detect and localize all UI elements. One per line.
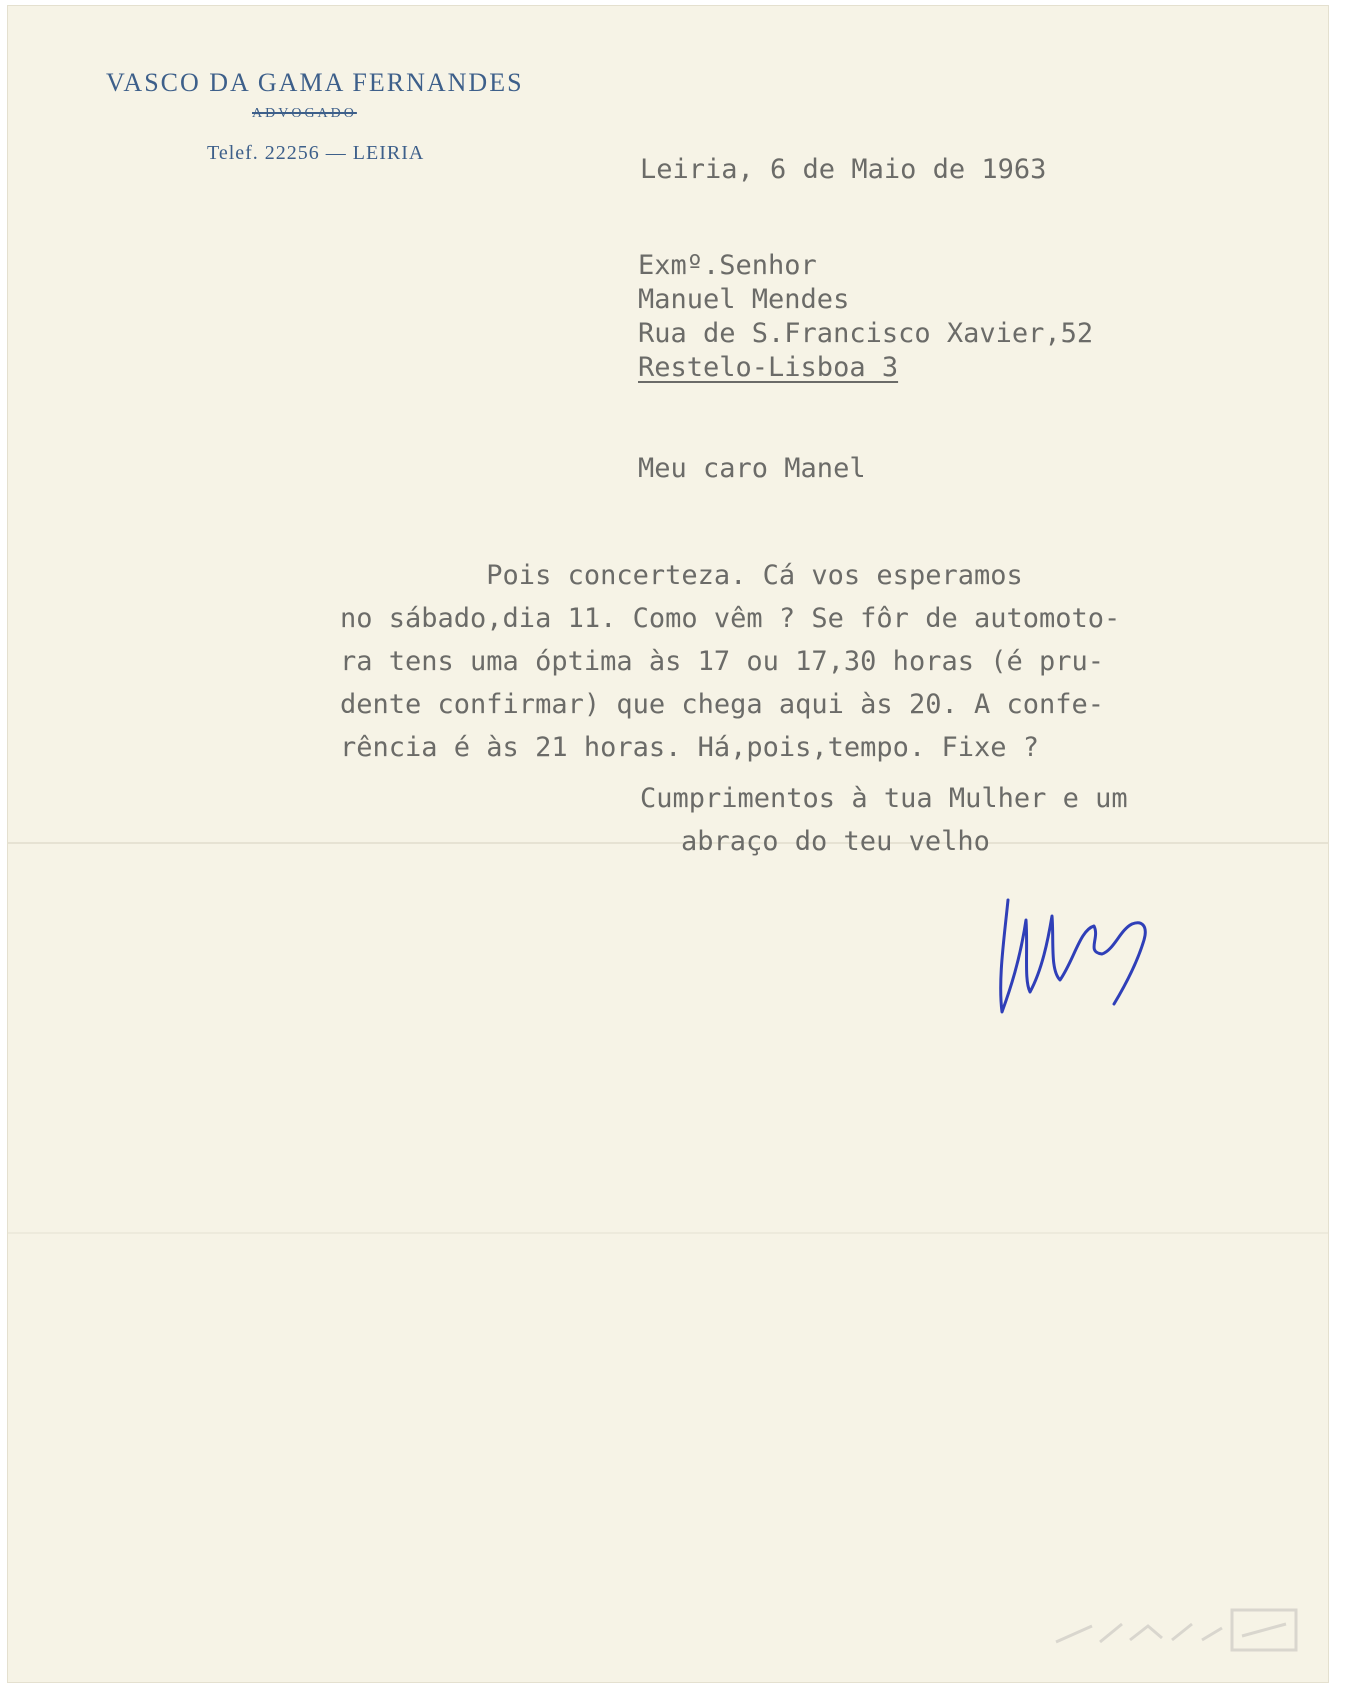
closing-line: Cumprimentos à tua Mulher e um [640,783,1128,814]
letterhead-phone: Telef. 22256 — LEIRIA [207,142,425,164]
body-line: no sábado,dia 11. Como vêm ? Se fôr de automoto- [340,603,1121,634]
recipient-name: Manuel Mendes [638,284,850,315]
archive-stamp [1052,1604,1302,1656]
letter-body [340,554,1120,769]
letterhead-profession: ADVOGADO [252,106,357,121]
recipient-street: Rua de S.Francisco Xavier,52 [638,318,1094,349]
letterhead-name: VASCO DA GAMA FERNANDES [106,68,524,97]
body-line: rência é às 21 horas. Há,pois,tempo. Fixe ? [340,732,1039,763]
salutation: Meu caro Manel [638,453,866,484]
signature-image [990,880,1180,1030]
letter-date: Leiria, 6 de Maio de 1963 [640,154,1047,185]
body-line: Pois concerteza. Cá vos esperamos [340,560,1023,591]
recipient-title: Exmº.Senhor [638,250,817,281]
recipient-city: Restelo-Lisboa 3 [638,352,899,383]
signature-stroke [1001,900,1146,1012]
body-line: ra tens uma óptima às 17 ou 17,30 horas (é pru- [340,646,1105,677]
recipient-address [638,249,1093,385]
paper-fold-line [8,1232,1328,1234]
closing-line: abraço do teu velho [681,826,990,857]
paper-fold-line [8,842,1328,844]
body-line: dente confirmar) que chega aqui às 20. A confe- [340,689,1105,720]
